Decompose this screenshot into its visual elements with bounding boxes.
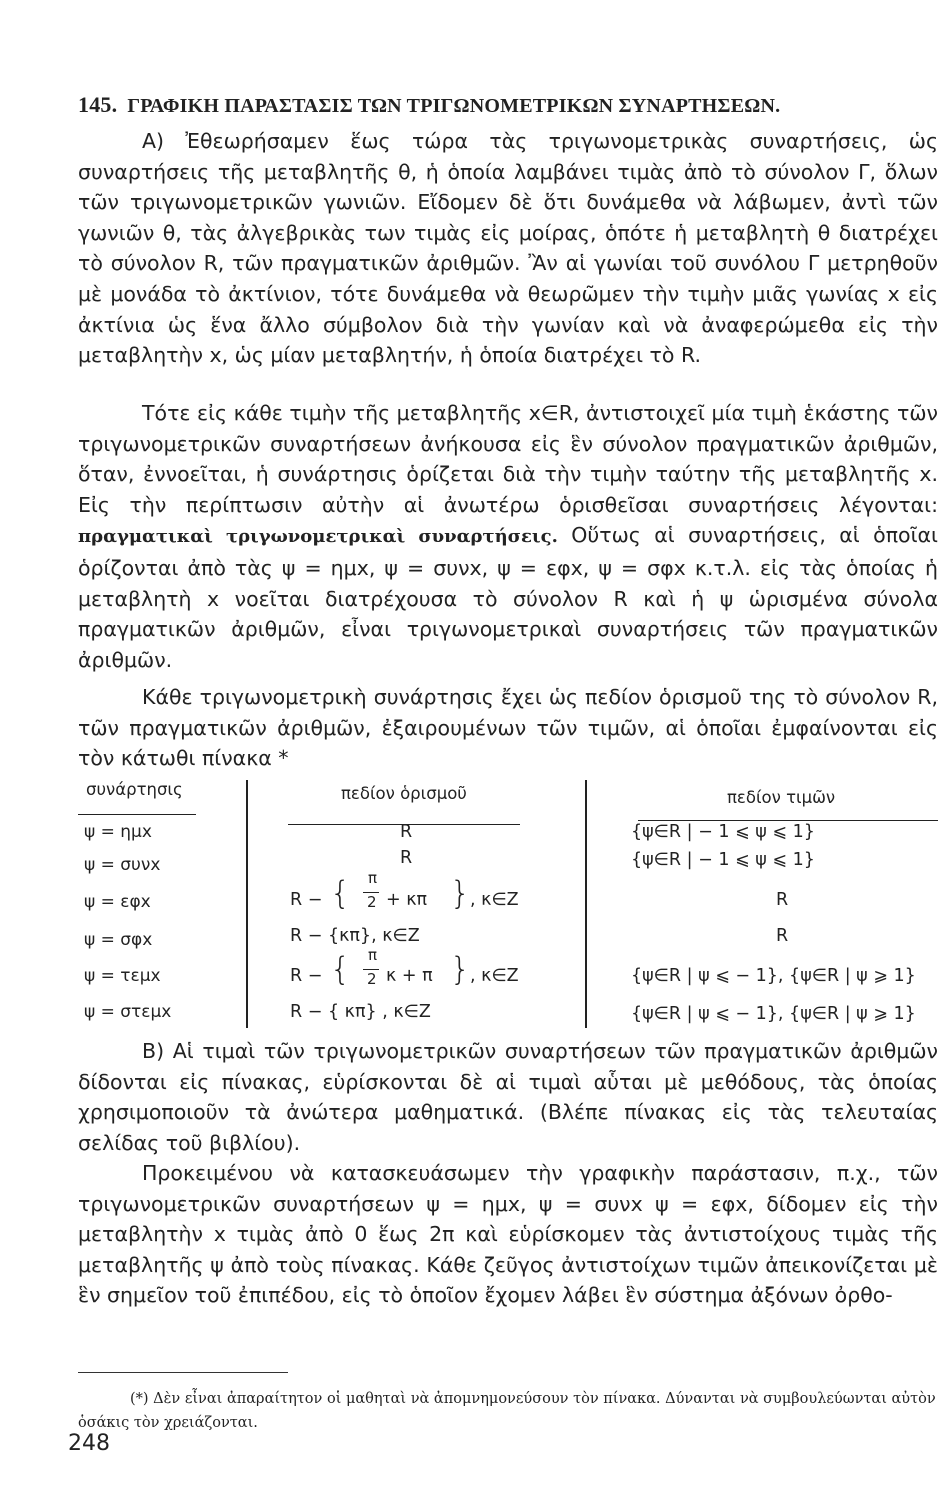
table-cell-domain-term: κ + π bbox=[386, 966, 433, 986]
table-cell-range: R bbox=[776, 926, 789, 946]
table-cell-function: ψ = συνx bbox=[84, 855, 161, 875]
paragraph-graph bbox=[78, 1158, 938, 1348]
table-cell-domain: R bbox=[400, 822, 413, 842]
paragraph-domain-intro-text: Κάθε τριγωνομετρικὴ συνάρτησις ἔχει ὡς πεδίον ὁρισμοῦ της τὸ σύνολον R, τῶν πραγματικῶν ἀριθμῶν, ἐξαιρουμένων τῶν τιμῶν, αἱ ὁποῖαι ἐμφαίνονται εἰς τὸν κάτωθι πίνακα * bbox=[78, 685, 938, 771]
domain-range-table bbox=[78, 780, 939, 1030]
paragraph-domain-intro bbox=[78, 682, 938, 777]
paragraph-real-functions bbox=[78, 398, 938, 672]
section-heading bbox=[78, 92, 938, 118]
table-cell-function: ψ = τεμx bbox=[84, 966, 161, 986]
brace-close: } bbox=[450, 874, 471, 912]
fraction-denominator: 2 bbox=[367, 970, 377, 988]
footnote-rule bbox=[78, 1372, 288, 1373]
table-cell-range: {ψ∈R | ψ ⩽ − 1}, {ψ∈R | ψ ⩾ 1} bbox=[631, 966, 916, 986]
table-cell-domain-suffix: , κ∈Z bbox=[470, 890, 519, 910]
table-cell-function: ψ = ημx bbox=[84, 822, 152, 842]
header-domain: πεδίον ὁρισμοῦ bbox=[341, 784, 467, 803]
header-underline bbox=[638, 820, 938, 821]
paragraph-b-text: Β) Αἱ τιμαὶ τῶν τριγωνομετρικῶν συναρτήσεων τῶν πραγματικῶν ἀριθμῶν δίδονται εἰς πίνακας, εὑρίσκονται δὲ αἱ τιμαὶ αὗται μὲ μεθόδους, τὰς ὁποίας χρησιμοποιοῦν τὰ ἀνώτερα μαθηματικά. (Βλέπε πίνακας εἰς τὰς τελευταίας σελίδας τοῦ βιβλίου). bbox=[78, 1039, 938, 1155]
table-cell-domain-prefix: R − bbox=[290, 890, 323, 910]
paragraph-b bbox=[78, 1036, 938, 1161]
table-cell-domain-suffix: , κ∈Z bbox=[470, 966, 519, 986]
brace-open: { bbox=[330, 874, 351, 912]
table-cell-function: ψ = εφx bbox=[84, 892, 151, 912]
header-underline bbox=[78, 814, 196, 815]
fraction-denominator: 2 bbox=[367, 893, 377, 911]
table-cell-domain: R − {κπ}, κ∈Z bbox=[290, 926, 420, 946]
paragraph-graph-text: Προκειμένου νὰ κατασκευάσωμεν τὴν γραφικὴν παράστασιν, π.χ., τῶν τριγωνομετρικῶν συναρτήσεων ψ = ημx, ψ = συνx ψ = εφx, δίδομεν εἰς τὴν μεταβλητὴν x τιμὰς ἀπὸ 0 ἕως 2π καὶ εὑρίσκομεν τὰς ἀντιστοίχους τιμὰς τῆς μεταβλητῆς ψ ἀπὸ τοὺς πίνακας. Κάθε ζεῦγος ἀντιστοίχων τιμῶν ἀπεικονίζεται μὲ ἓν σημεῖον τοῦ ἐπιπέδου, εἰς τὸ ὁποῖον ἔχομεν λάβει ἓν σύστημα ἀξόνων ὀρθο- bbox=[78, 1161, 938, 1308]
table-cell-domain-prefix: R − bbox=[290, 966, 323, 986]
header-function: συνάρτησις bbox=[86, 780, 183, 799]
table-cell-function: ψ = σφx bbox=[84, 930, 153, 950]
paragraph-a-text: Α) Ἐθεωρήσαμεν ἕως τώρα τὰς τριγωνομετρικὰς συναρτήσεις, ὡς συναρτήσεις τῆς μεταβλητῆς θ, ἡ ὁποία λαμβάνει τιμὰς ἀπὸ τὸ σύνολον Γ, ὅλων τῶν τριγωνομετρικῶν γωνιῶν. Εἴδομεν δὲ ὅτι δυνάμεθα νὰ λάβωμεν, ἀντὶ τῶν γωνιῶν θ, τὰς ἀλγεβρικὰς των τιμὰς εἰς μοίρας, ὁπότε ἡ μεταβλητὴ θ διατρέχει τὸ σύνολον R, τῶν πραγματικῶν ἀριθμῶν. Ἂν αἱ γωνίαι τοῦ συνόλου Γ μετρηθοῦν μὲ μονάδα τὸ ἀκτίνιον, τότε δυνάμεθα νὰ θεωρῶμεν τὴν τιμὴν μιᾶς γωνίας x εἰς ἀκτίνια ὡς ἕνα ἄλλο σύμβολον διὰ τὴν γωνίαν καὶ νὰ ἀναφερώμεθα εἰς τὴν μεταβλητὴν x, ὡς μίαν μεταβλητήν, ἡ ὁποία διατρέχει τὸ R. bbox=[78, 129, 938, 368]
column-divider bbox=[246, 780, 248, 1028]
table-cell-domain-term: + κπ bbox=[386, 890, 428, 910]
header-range: πεδίον τιμῶν bbox=[727, 788, 836, 807]
page-number: 248 bbox=[68, 1431, 110, 1456]
table-cell-range: {ψ∈R | ψ ⩽ − 1}, {ψ∈R | ψ ⩾ 1} bbox=[631, 1004, 916, 1024]
paragraph-a bbox=[78, 126, 938, 403]
fraction-numerator: π bbox=[368, 869, 378, 887]
table-cell-range: {ψ∈R | − 1 ⩽ ψ ⩽ 1} bbox=[631, 822, 815, 842]
paragraph-real-functions-end: Οὕτως αἱ συναρτήσεις, αἱ ὁποῖαι ὁρίζονται ἀπὸ τὰς ψ = ημx, ψ = συνx, ψ = εφx, ψ = σφx κ.τ.λ. εἰς τὰς ὁποίας ἡ μεταβλητὴ x νοεῖται διατρέχουσα τὸ σύνολον R καὶ ἡ ψ ὡρισμένα σύνολα πραγματικῶν ἀριθμῶν, εἶναι τριγωνομετρικαὶ συναρτήσεις τῶν πραγματικῶν ἀριθμῶν. bbox=[78, 523, 938, 672]
table-cell-domain: R bbox=[400, 848, 413, 868]
brace-close: } bbox=[450, 950, 471, 988]
fraction-numerator: π bbox=[368, 946, 378, 964]
table-cell-function: ψ = στεμx bbox=[84, 1002, 172, 1022]
section-number: 145. bbox=[78, 92, 118, 117]
footnote-text: (*) Δὲν εἶναι ἀπαραίτητον οἱ μαθηταὶ νὰ ἀπομνημονεύσουν τὸν πίνακα. Δύνανται νὰ συμβουλεύωνται αὐτὸν ὁσάκις τὸν χρειάζονται. bbox=[78, 1391, 936, 1431]
column-divider bbox=[585, 780, 587, 1028]
brace-open: { bbox=[330, 950, 351, 988]
paragraph-real-functions-start: Τότε εἰς κάθε τιμὴν τῆς μεταβλητῆς x∈R, ἀντιστοιχεῖ μία τιμὴ ἑκάστης τῶν τριγωνομετρικῶν συναρτήσεων ἀνήκουσα εἰς ἓν σύνολον πραγματικῶν ἀριθμῶν, ὅταν, ἐννοεῖται, ἡ συνάρτησις ὁρίζεται διὰ τὴν τιμὴν ταύτην τῆς μεταβλητῆς x. Εἰς τὴν περίπτωσιν αὐτὴν αἱ ἀνωτέρω ὁρισθεῖσαι συναρτήσεις λέγονται: bbox=[78, 401, 938, 517]
table-cell-domain: R − { κπ} , κ∈Z bbox=[290, 1002, 431, 1022]
footnote bbox=[78, 1387, 938, 1435]
table-cell-range: R bbox=[776, 890, 789, 910]
table-cell-range: {ψ∈R | − 1 ⩽ ψ ⩽ 1} bbox=[631, 850, 815, 870]
section-title: ΓΡΑΦΙΚΗ ΠΑΡΑΣΤΑΣΙΣ ΤΩΝ ΤΡΙΓΩΝΟΜΕΤΡΙΚΩΝ ΣΥΝΑΡΤΗΣΕΩΝ. bbox=[127, 95, 781, 117]
definition-term: πραγματικαὶ τριγωνομετρικαὶ συναρτήσεις. bbox=[78, 526, 558, 548]
